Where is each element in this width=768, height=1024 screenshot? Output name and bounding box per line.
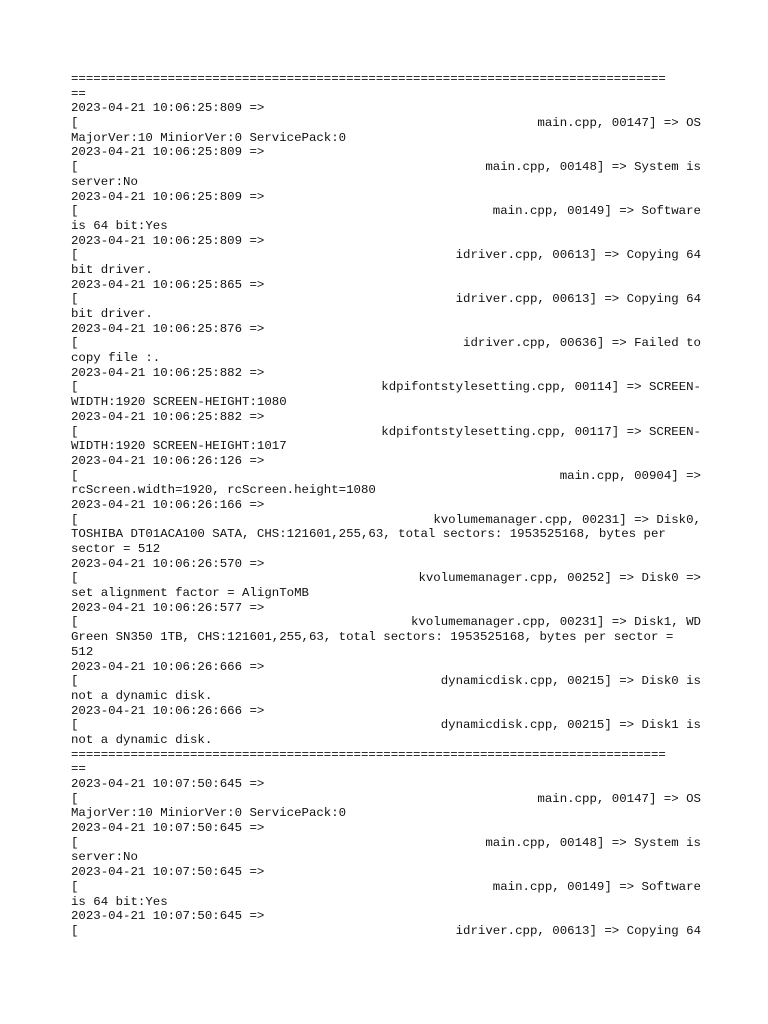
log-source-row [71, 674, 701, 689]
log-timestamp: 2023-04-21 10:07:50:645 => [71, 865, 265, 880]
log-bracket: [ [71, 791, 79, 806]
log-bracket: [ [71, 248, 79, 263]
log-message: is 64 bit:Yes [71, 218, 168, 233]
log-bracket: [ [71, 615, 79, 630]
log-bracket: [ [71, 923, 79, 938]
log-source: kvolumemanager.cpp, 00231] => Disk0, [433, 512, 701, 527]
log-source: main.cpp, 00149] => Software [492, 204, 701, 219]
log-message: bit driver. [71, 307, 153, 321]
log-source-row [71, 880, 701, 895]
log-entry [71, 557, 701, 601]
log-bracket: [ [71, 718, 79, 733]
log-message: MajorVer:10 MiniorVer:0 ServicePack:0 [71, 806, 347, 821]
log-source-row [71, 718, 701, 733]
log-timestamp: 2023-04-21 10:06:26:577 => [71, 600, 265, 615]
log-timestamp: 2023-04-21 10:06:26:166 => [71, 497, 265, 512]
log-timestamp: 2023-04-21 10:06:25:809 => [71, 145, 265, 160]
log-source-row [71, 425, 701, 440]
log-bracket: [ [71, 674, 79, 689]
log-timestamp: 2023-04-21 10:06:25:809 => [71, 101, 265, 116]
log-source: kdpifontstylesetting.cpp, 00117] => SCREEN- [381, 424, 701, 439]
log-source: main.cpp, 00148] => System is [485, 835, 701, 850]
log-bracket: [ [71, 424, 79, 439]
log-entry [71, 234, 701, 278]
log-source: idriver.cpp, 00613] => Copying 64 [455, 923, 701, 938]
log-entry [71, 777, 701, 821]
log-source: idriver.cpp, 00636] => Failed to [463, 336, 701, 351]
log-source-row [71, 292, 701, 307]
log-message: Green SN350 1TB, CHS:121601,255,63, total sectors: 1953525168, bytes per sector = [71, 630, 674, 645]
log-source: main.cpp, 00149] => Software [492, 879, 701, 894]
log-timestamp: 2023-04-21 10:06:26:666 => [71, 659, 265, 674]
separator-line: ================================================================================ [71, 747, 666, 762]
log-message: set alignment factor = AlignToMB [71, 586, 309, 601]
log-timestamp: 2023-04-21 10:06:25:809 => [71, 233, 265, 248]
log-message: not a dynamic disk. [71, 688, 213, 703]
log-source: kdpifontstylesetting.cpp, 00114] => SCREEN- [381, 380, 701, 395]
separator-line-tail: == [71, 762, 86, 777]
log-message: TOSHIBA DT01ACA100 SATA, CHS:121601,255,63, total sectors: 1953525168, bytes per [71, 527, 666, 542]
log-source-row [71, 469, 701, 484]
log-entry [71, 145, 701, 189]
log-entry [71, 190, 701, 234]
separator-line-tail: == [71, 86, 86, 101]
log-timestamp: 2023-04-21 10:06:26:666 => [71, 703, 265, 718]
log-bracket: [ [71, 879, 79, 894]
log-entry [71, 322, 701, 366]
log-source-row [71, 336, 701, 351]
log-source: main.cpp, 00904] => [559, 468, 701, 483]
log-timestamp: 2023-04-21 10:07:50:645 => [71, 777, 265, 791]
log-entry [71, 101, 701, 145]
log-source-row [71, 160, 701, 175]
log-source-row [71, 792, 701, 807]
log-source: idriver.cpp, 00613] => Copying 64 [455, 248, 701, 263]
log-bracket: [ [71, 380, 79, 395]
log-source: main.cpp, 00148] => System is [485, 160, 701, 175]
log-timestamp: 2023-04-21 10:06:25:876 => [71, 321, 265, 336]
log-bracket: [ [71, 468, 79, 483]
log-timestamp: 2023-04-21 10:06:26:570 => [71, 556, 265, 571]
log-bracket: [ [71, 292, 79, 307]
log-bracket: [ [71, 160, 79, 175]
log-timestamp: 2023-04-21 10:06:25:865 => [71, 277, 265, 292]
log-source-row [71, 615, 701, 630]
log-source: dynamicdisk.cpp, 00215] => Disk0 is [440, 674, 701, 689]
log-timestamp: 2023-04-21 10:06:25:809 => [71, 189, 265, 204]
log-source-row [71, 204, 701, 219]
log-source-row [71, 380, 701, 395]
log-message: WIDTH:1920 SCREEN-HEIGHT:1080 [71, 395, 287, 410]
log-entry [71, 821, 701, 865]
log-bracket: [ [71, 512, 79, 527]
log-entry [71, 366, 701, 410]
log-source: idriver.cpp, 00613] => Copying 64 [455, 292, 701, 307]
log-document [71, 72, 701, 939]
log-timestamp: 2023-04-21 10:07:50:645 => [71, 821, 265, 836]
log-entry [71, 278, 701, 322]
log-entry [71, 410, 701, 454]
log-message: WIDTH:1920 SCREEN-HEIGHT:1017 [71, 439, 287, 454]
log-source: main.cpp, 00147] => OS [537, 791, 701, 806]
log-bracket: [ [71, 835, 79, 850]
log-entry [71, 601, 701, 660]
log-message: is 64 bit:Yes [71, 894, 168, 909]
log-timestamp: 2023-04-21 10:07:50:645 => [71, 909, 265, 924]
log-source: dynamicdisk.cpp, 00215] => Disk1 is [440, 718, 701, 733]
log-source: main.cpp, 00147] => OS [537, 116, 701, 131]
log-entry [71, 704, 701, 748]
log-bracket: [ [71, 116, 79, 131]
log-entry [71, 454, 701, 498]
log-source-row [71, 571, 701, 586]
log-source-row [71, 116, 701, 131]
log-bracket: [ [71, 571, 79, 586]
log-bracket: [ [71, 204, 79, 219]
log-entry [71, 909, 701, 938]
log-message-cont: 512 [71, 644, 94, 659]
log-message: bit driver. [71, 262, 153, 277]
log-source-row [71, 513, 701, 528]
log-source: kvolumemanager.cpp, 00252] => Disk0 => [418, 571, 701, 586]
log-message: not a dynamic disk. [71, 732, 213, 747]
log-timestamp: 2023-04-21 10:06:25:882 => [71, 409, 265, 424]
log-source-row [71, 248, 701, 263]
log-source-row [71, 836, 701, 851]
log-message: server:No [71, 174, 138, 189]
log-message: server:No [71, 850, 138, 865]
log-source: kvolumemanager.cpp, 00231] => Disk1, WD [411, 615, 701, 630]
log-message: copy file :. [71, 351, 161, 366]
log-source-row [71, 924, 701, 939]
log-message: rcScreen.width=1920, rcScreen.height=1080 [71, 483, 376, 498]
log-message: MajorVer:10 MiniorVer:0 ServicePack:0 [71, 130, 347, 145]
log-timestamp: 2023-04-21 10:06:25:882 => [71, 365, 265, 380]
log-timestamp: 2023-04-21 10:06:26:126 => [71, 453, 265, 468]
log-entry [71, 865, 701, 909]
log-entry [71, 498, 701, 557]
log-bracket: [ [71, 336, 79, 351]
log-message-cont: sector = 512 [71, 542, 161, 556]
separator-line: ================================================================================ [71, 72, 666, 86]
log-entry [71, 660, 701, 704]
